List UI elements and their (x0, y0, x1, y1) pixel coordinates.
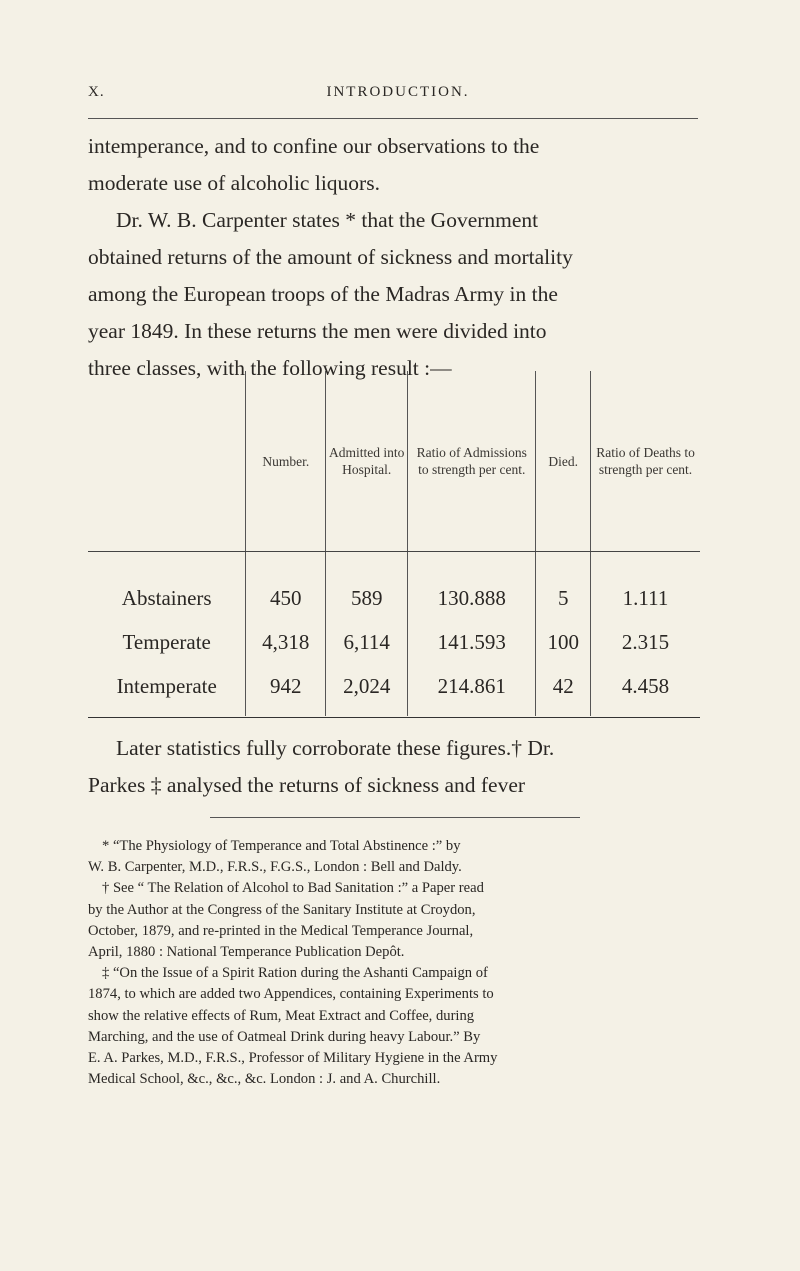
text-line: three classes, with the following result :— (88, 356, 452, 380)
table-row (88, 664, 700, 716)
cell-number: 942 (246, 664, 326, 716)
paragraph-top (88, 128, 704, 387)
footnote-line: E. A. Parkes, M.D., F.R.S., Professor of Military Hygiene in the Army (88, 1050, 498, 1067)
footnote-line: 1874, to which are added two Appendices, containing Experiments to (88, 986, 494, 1003)
row-label: Intemperate (116, 673, 217, 698)
cell-admitted: 6,114 (326, 620, 408, 664)
text-line: Dr. W. B. Carpenter states * that the Government (116, 208, 539, 232)
statistics-table (88, 371, 700, 716)
text-line: obtained returns of the amount of sickness and mortality (88, 245, 573, 269)
running-title: INTRODUCTION. (326, 84, 470, 100)
footnote-line: show the relative effects of Rum, Meat Extract and Coffee, during (88, 1007, 475, 1024)
table-header-row (88, 371, 700, 552)
cell-died: 100 (536, 620, 591, 664)
footnote-line: April, 1880 : National Temperance Publication Depôt. (88, 944, 405, 961)
cell-died: 42 (536, 664, 591, 716)
footnote-line: by the Author at the Congress of the Sanitary Institute at Croydon, (88, 901, 476, 918)
cell-number: 4,318 (246, 620, 326, 664)
row-label: Abstainers (121, 585, 212, 610)
text-line: year 1849. In these returns the men were divided into (88, 319, 547, 343)
text-line: Later statistics fully corroborate these figures.† Dr. (116, 736, 555, 760)
cell-ratio-admissions: 130.888 (408, 552, 536, 621)
table-row (88, 620, 700, 664)
cell-number: 450 (246, 552, 326, 621)
cell-ratio-admissions: 214.861 (408, 664, 536, 716)
footnote-line: October, 1879, and re-printed in the Medical Temperance Journal, (88, 922, 474, 939)
cell-ratio-deaths: 2.315 (591, 620, 700, 664)
cell-died: 5 (536, 552, 591, 621)
cell-admitted: 589 (326, 552, 408, 621)
text-line: Parkes ‡ analysed the returns of sickness and fever (88, 773, 526, 797)
footnote-line: † See “ The Relation of Alcohol to Bad Sanitation :” a Paper read (102, 880, 484, 897)
footnote-line: ‡ “On the Issue of a Spirit Ration during the Ashanti Campaign of (102, 965, 488, 982)
footnotes (88, 836, 704, 1090)
table-row (88, 552, 700, 621)
header-blank (88, 371, 246, 552)
cell-admitted: 2,024 (326, 664, 408, 716)
text-line: among the European troops of the Madras Army in the (88, 282, 558, 306)
cell-ratio-admissions: 141.593 (408, 620, 536, 664)
footnote-line: * “The Physiology of Temperance and Total Abstinence :” by (102, 838, 461, 854)
cell-ratio-deaths: 1.111 (591, 552, 700, 621)
page-number: X. (88, 84, 105, 100)
text-line: moderate use of alcoholic liquors. (88, 171, 380, 195)
footnote-line: W. B. Carpenter, M.D., F.R.S., F.G.S., London : Bell and Daldy. (88, 859, 462, 876)
row-label: Temperate (122, 629, 211, 654)
header-ratio-deaths: Ratio of Deaths to strength per cent. (591, 371, 700, 552)
text-line: intemperance, and to confine our observations to the (88, 134, 540, 158)
footnote-line: Medical School, &c., &c., &c. London : J. and A. Churchill. (88, 1071, 441, 1088)
paragraph-bottom (88, 730, 704, 804)
header-rule (88, 118, 698, 119)
table-bottom-rule (88, 717, 700, 718)
page-header (88, 84, 708, 114)
header-died: Died. (536, 371, 591, 552)
footnote-line: Marching, and the use of Oatmeal Drink during heavy Labour.” By (88, 1028, 481, 1045)
header-admitted: Admitted into Hospital. (326, 371, 408, 552)
cell-ratio-deaths: 4.458 (591, 664, 700, 716)
header-ratio-admissions: Ratio of Admissions to strength per cent. (408, 371, 536, 552)
header-number: Number. (246, 371, 326, 552)
footnote-rule (210, 817, 580, 818)
